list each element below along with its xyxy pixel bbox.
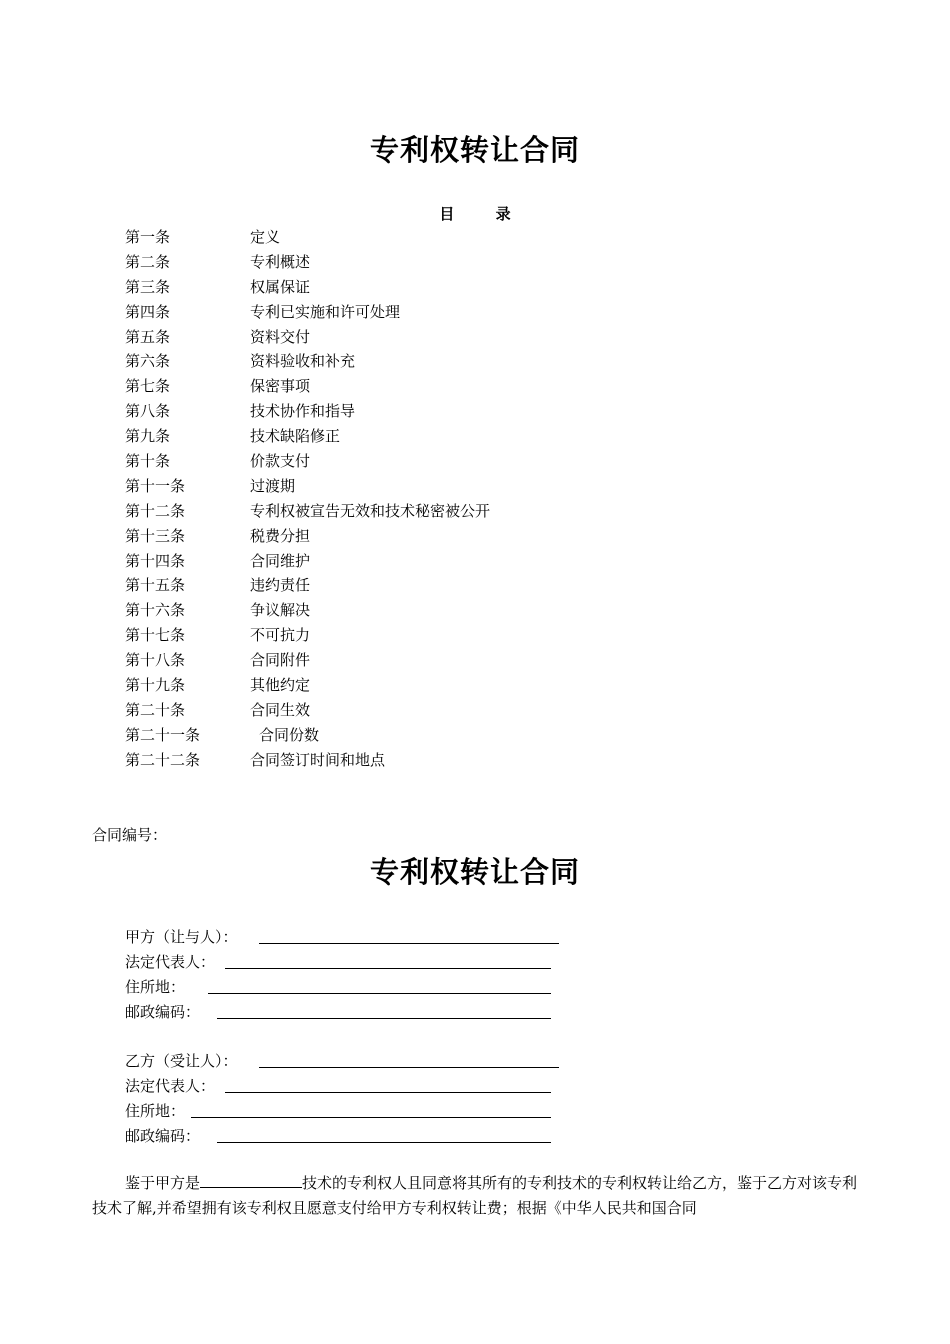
toc-item — [125, 673, 845, 698]
party-b-postcode-blank[interactable] — [217, 1142, 551, 1143]
toc-item — [125, 474, 845, 499]
toc-item-title: 合同维护 — [250, 551, 311, 570]
toc-item-title: 定义 — [250, 228, 281, 246]
toc-item-title: 权属保证 — [250, 277, 311, 296]
contract-title: 专利权转让合同 — [369, 855, 580, 889]
toc-item-number: 第十条 — [125, 452, 171, 471]
toc-item-number: 第十二条 — [125, 501, 186, 520]
toc-item-title: 争议解决 — [250, 601, 311, 620]
toc-item-title: 合同附件 — [250, 651, 311, 670]
party-b-address-blank[interactable] — [191, 1117, 551, 1118]
toc-item-title: 专利概述 — [250, 252, 311, 271]
toc-item-number: 第一条 — [125, 228, 171, 246]
toc-item-number: 第十七条 — [125, 626, 186, 645]
toc-item-title: 税费分担 — [250, 526, 311, 545]
toc-item — [125, 275, 845, 300]
toc-item-number: 第十五条 — [125, 576, 186, 595]
toc-item — [125, 698, 845, 723]
toc-item — [125, 573, 845, 598]
toc-item-number: 第八条 — [125, 402, 171, 421]
toc-item-title: 专利权被宣告无效和技术秘密被公开 — [250, 501, 491, 520]
toc-item-number: 第九条 — [125, 427, 171, 446]
preamble-text-rest: 技术的专利权人且同意将其所有的专利技术的专利权转让给乙方，鉴于乙方对该专利技术了解,并希望拥有该专利权且愿意支付给甲方专利权转让费；根据《中华人民共和国合同 — [92, 1174, 858, 1217]
toc-item — [125, 424, 845, 449]
toc-item — [125, 524, 845, 549]
toc-item — [125, 250, 845, 275]
toc-item — [125, 349, 845, 374]
toc-item-title: 资料验收和补充 — [250, 352, 356, 371]
toc-item — [125, 399, 845, 424]
toc-item — [125, 748, 845, 773]
toc-item-number: 第二十条 — [125, 700, 186, 719]
toc-item-number: 第二十一条 — [125, 725, 201, 744]
toc-item — [125, 325, 845, 350]
toc-item-number: 第三条 — [125, 277, 171, 296]
toc-item-number: 第五条 — [125, 327, 171, 346]
toc-item-number: 第十三条 — [125, 526, 186, 545]
contract-number-label: 合同编号： — [92, 826, 168, 844]
toc-item — [125, 374, 845, 399]
toc-item — [125, 598, 845, 623]
party-a-name-blank[interactable] — [259, 943, 559, 944]
party-a-postcode-blank[interactable] — [217, 1018, 551, 1019]
party-b-rep-label: 法定代表人： — [125, 1077, 216, 1095]
table-of-contents — [125, 225, 845, 773]
toc-item — [125, 225, 845, 250]
toc-item-title: 资料交付 — [250, 327, 311, 346]
party-a-address-label: 住所地： — [125, 978, 186, 996]
toc-item-title: 过渡期 — [250, 476, 296, 495]
toc-item-number: 第十九条 — [125, 676, 186, 695]
toc-item-number: 第十八条 — [125, 651, 186, 670]
toc-item-number: 第二条 — [125, 252, 171, 271]
document-title: 专利权转让合同 — [369, 133, 580, 167]
party-b-name-blank[interactable] — [259, 1067, 559, 1068]
party-b-address-label: 住所地： — [125, 1102, 186, 1120]
party-a-rep-blank[interactable] — [225, 968, 551, 969]
toc-item — [125, 623, 845, 648]
toc-item-number: 第十一条 — [125, 476, 186, 495]
toc-item — [125, 549, 845, 574]
toc-item-title: 违约责任 — [250, 576, 311, 595]
toc-item-title: 技术缺陷修正 — [250, 427, 341, 446]
toc-item-title: 技术协作和指导 — [250, 402, 356, 421]
toc-item — [125, 723, 845, 748]
toc-item-title: 专利已实施和许可处理 — [250, 302, 401, 321]
party-a-heading: 甲方（让与人）： — [125, 928, 238, 946]
toc-item — [125, 648, 845, 673]
toc-item — [125, 449, 845, 474]
toc-item — [125, 499, 845, 524]
toc-item-title: 合同生效 — [250, 700, 311, 719]
preamble-text-start: 鉴于甲方是 — [125, 1174, 201, 1192]
toc-item-number: 第二十二条 — [125, 750, 201, 769]
toc-item-number: 第六条 — [125, 352, 171, 371]
toc-item-number: 第七条 — [125, 377, 171, 396]
toc-item-title: 合同份数 — [259, 725, 320, 744]
toc-item-number: 第十四条 — [125, 551, 186, 570]
toc-item-title: 合同签订时间和地点 — [250, 750, 386, 769]
toc-item-title: 价款支付 — [250, 452, 311, 471]
party-b-postcode-label: 邮政编码： — [125, 1127, 201, 1145]
toc-item-title: 不可抗力 — [250, 626, 311, 645]
toc-item — [125, 300, 845, 325]
party-a-rep-label: 法定代表人： — [125, 953, 216, 971]
party-a-address-blank[interactable] — [208, 993, 551, 994]
technology-name-blank[interactable] — [200, 1170, 302, 1188]
preamble-paragraph — [92, 1170, 862, 1221]
toc-item-title: 保密事项 — [250, 377, 311, 396]
toc-item-title: 其他约定 — [250, 676, 311, 695]
toc-item-number: 第十六条 — [125, 601, 186, 620]
party-b-heading: 乙方（受让人）： — [125, 1052, 238, 1070]
toc-heading: 目 录 — [439, 205, 529, 223]
toc-item-number: 第四条 — [125, 302, 171, 321]
party-a-postcode-label: 邮政编码： — [125, 1003, 201, 1021]
party-b-rep-blank[interactable] — [225, 1092, 551, 1093]
